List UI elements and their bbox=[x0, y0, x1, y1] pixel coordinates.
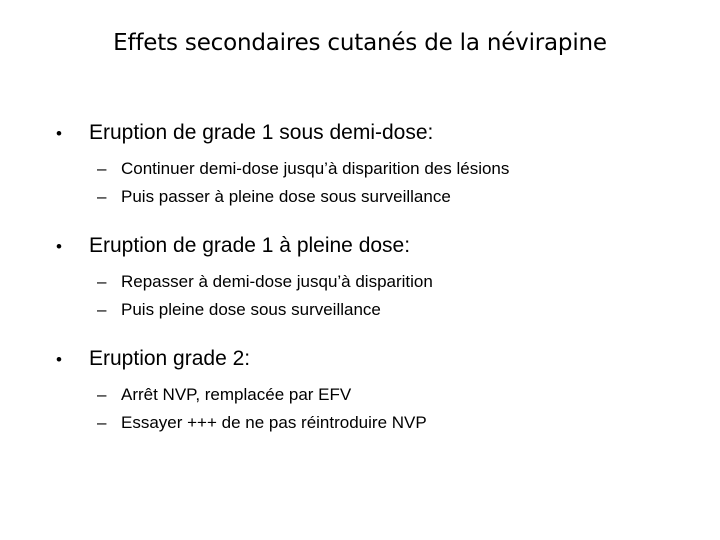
bullet-text: Eruption grade 2: bbox=[89, 347, 251, 370]
slide-title: Effets secondaires cutanés de la névirapine bbox=[113, 30, 607, 56]
dash-icon: – bbox=[97, 159, 107, 178]
bullet-dot-icon: • bbox=[56, 124, 62, 143]
sub-bullet-list bbox=[56, 155, 696, 211]
bullet-text: Eruption de grade 1 sous demi-dose: bbox=[89, 121, 434, 144]
bullet-list bbox=[56, 118, 696, 457]
sub-bullet-list bbox=[56, 268, 696, 324]
bullet-text: Eruption de grade 1 à pleine dose: bbox=[89, 234, 411, 257]
dash-icon: – bbox=[97, 272, 107, 291]
sub-bullet-item bbox=[97, 155, 696, 183]
bullet-dot-icon: • bbox=[56, 237, 62, 256]
sub-bullet-item bbox=[97, 381, 696, 409]
bullet-line bbox=[56, 118, 696, 149]
bullet-line bbox=[56, 231, 696, 262]
sub-bullet-list bbox=[56, 381, 696, 437]
sub-bullet-text: Arrêt NVP, remplacée par EFV bbox=[121, 385, 352, 404]
dash-icon: – bbox=[97, 300, 107, 319]
sub-bullet-text: Puis passer à pleine dose sous surveillance bbox=[121, 187, 451, 206]
sub-bullet-text: Repasser à demi-dose jusqu’à disparition bbox=[121, 272, 433, 291]
sub-bullet-item bbox=[97, 296, 696, 324]
dash-icon: – bbox=[97, 413, 107, 432]
sub-bullet-text: Puis pleine dose sous surveillance bbox=[121, 300, 381, 319]
bullet-line bbox=[56, 344, 696, 375]
sub-bullet-text: Essayer +++ de ne pas réintroduire NVP bbox=[121, 413, 427, 432]
dash-icon: – bbox=[97, 187, 107, 206]
bullet-dot-icon: • bbox=[56, 350, 62, 369]
sub-bullet-text: Continuer demi-dose jusqu’à disparition des lésions bbox=[121, 159, 510, 178]
sub-bullet-item bbox=[97, 183, 696, 211]
dash-icon: – bbox=[97, 385, 107, 404]
sub-bullet-item bbox=[97, 409, 696, 437]
bullet-item bbox=[56, 231, 696, 324]
bullet-item bbox=[56, 344, 696, 437]
bullet-item bbox=[56, 118, 696, 211]
sub-bullet-item bbox=[97, 268, 696, 296]
